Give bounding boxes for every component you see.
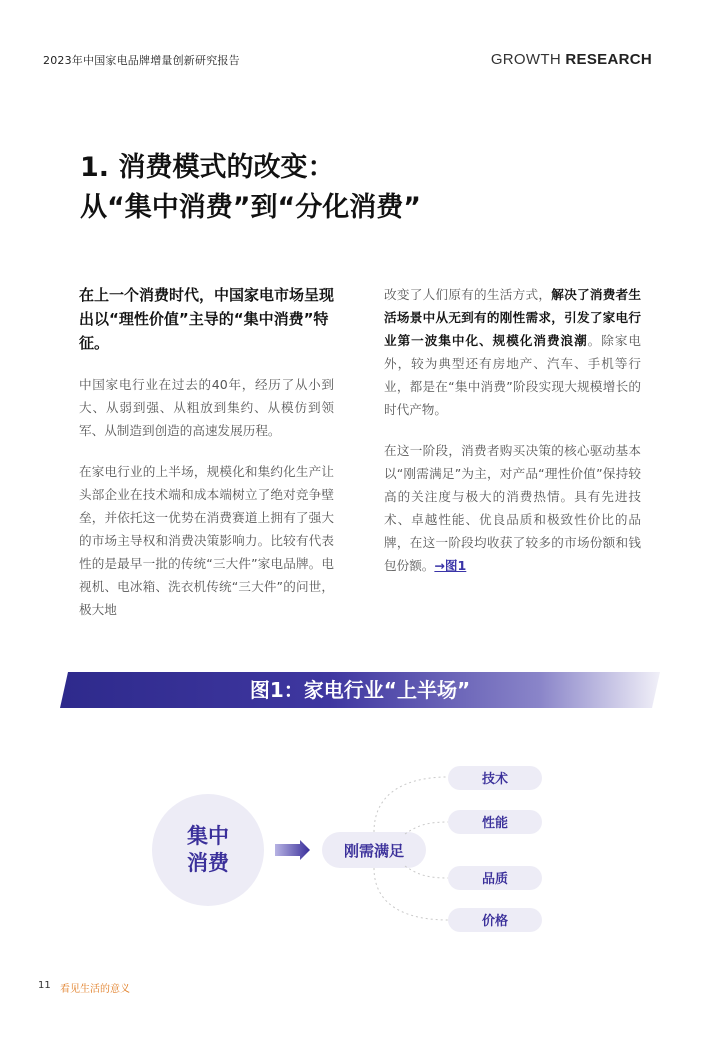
body-paragraph-4 [384, 439, 641, 577]
figure-title: 图1：家电行业“上半场” [249, 678, 471, 702]
paragraph-3-end: 。除家电外，较为典型还有房地产、汽车、手机等行业，都是在“集中消费”阶段实现大规模增长的时代产物。 [384, 333, 641, 417]
section-title-line1: 1. 消费模式的改变： [80, 152, 335, 183]
brand-logo [491, 51, 652, 68]
lead-paragraph: 在上一个消费时代，中国家电市场呈现出以“理性价值”主导的“集中消费”特征。 [79, 286, 335, 352]
report-title: 2023年中国家电品牌增量创新研究报告 [43, 54, 240, 67]
paragraph-3-bold: 解决了消费者生活场景中从无到有的刚性需求，引发了家电行业第一波集中化、规模化消费浪潮 [384, 287, 642, 348]
section-title-line2: 从“集中消费”到“分化消费” [80, 192, 421, 223]
branch-label-performance: 性能 [481, 816, 509, 831]
left-column [79, 283, 334, 639]
brand-logo-growth: GROWTH [490, 51, 566, 68]
footer-tagline: 看见生活的意义 [60, 984, 130, 995]
branch-label-tech: 技术 [481, 772, 509, 787]
middle-node-label: 刚需满足 [343, 842, 405, 860]
body-paragraph-3 [384, 283, 641, 421]
center-label-line2: 消费 [187, 851, 229, 875]
figure-1-diagram [0, 740, 720, 970]
center-label-line1: 集中 [187, 824, 229, 848]
arrow-icon [275, 840, 310, 860]
branch-label-price: 价格 [481, 914, 509, 929]
center-circle [152, 794, 264, 906]
right-column [384, 283, 641, 595]
branch-label-quality: 品质 [481, 872, 509, 887]
page-number: 11 [38, 980, 51, 991]
brand-logo-research: RESEARCH [565, 51, 652, 68]
paragraph-4-text: 在这一阶段，消费者购买决策的核心驱动基本以“刚需满足”为主，对产品“理性价值”保持较高的关注度与极大的消费热情。具有先进技术、卓越性能、优良品质和极致性价比的品牌，在这一阶段均收获了较多的市场份额和钱包份额。 [384, 443, 641, 573]
figure-1-link[interactable]: →图1 [434, 558, 467, 573]
body-paragraph-2: 在家电行业的上半场，规模化和集约化生产让头部企业在技术端和成本端树立了绝对竞争壁垒，并依托这一优势在消费赛道上拥有了强大的市场主导权和消费决策影响力。比较有代表性的是最早一批的传统“三大件”家电品牌。电视机、电冰箱、洗衣机传统“三大件”的问世，极大地 [79, 464, 334, 617]
paragraph-3-start: 改变了人们原有的生活方式， [384, 287, 552, 302]
section-title [80, 148, 421, 228]
body-paragraph-1: 中国家电行业在过去的40年，经历了从小到大、从弱到强、从粗放到集约、从模仿到领军、从制造到创造的高速发展历程。 [79, 377, 334, 438]
